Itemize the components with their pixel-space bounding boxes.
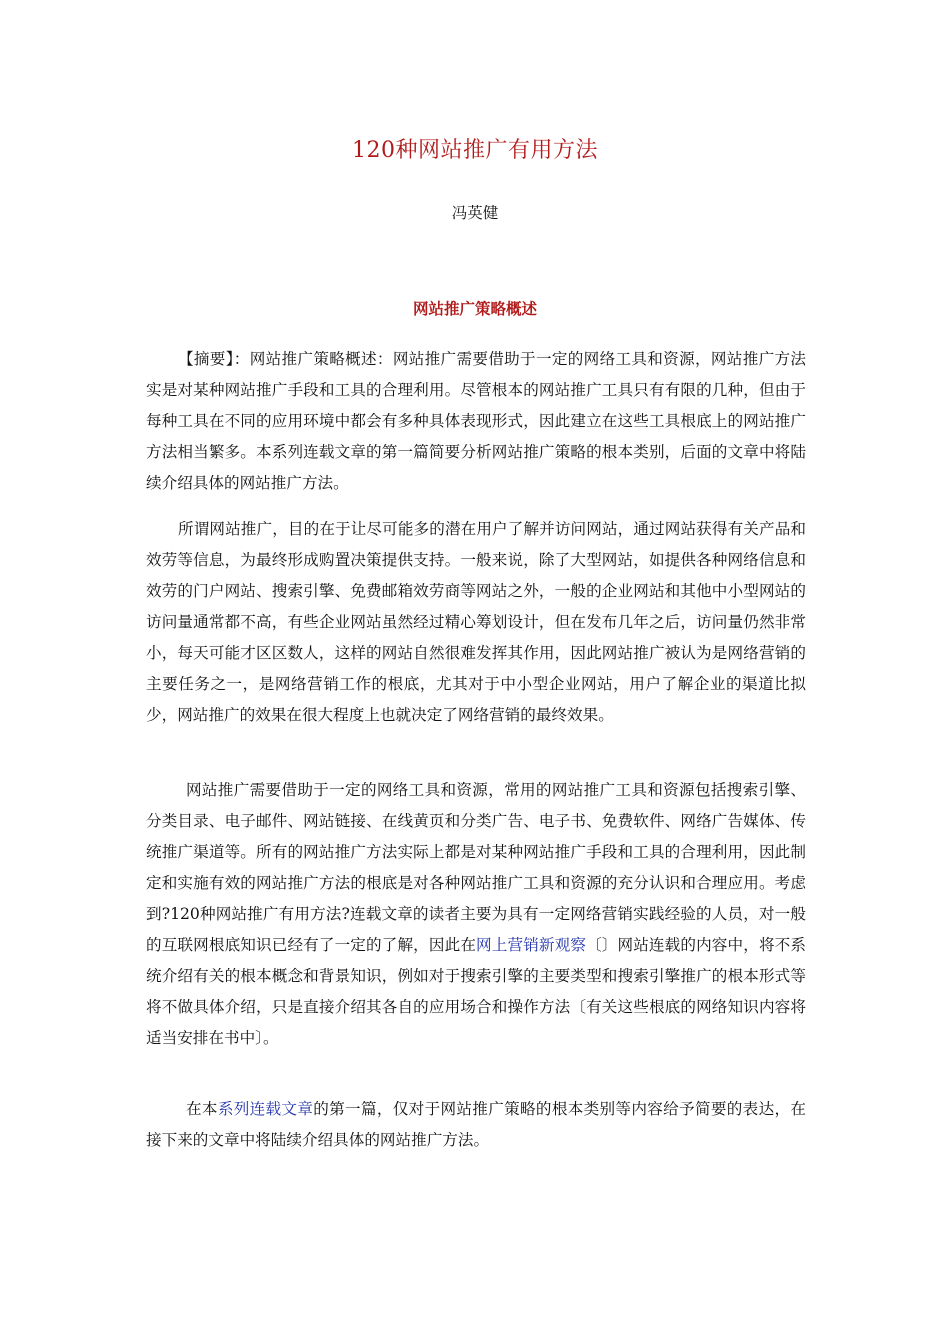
tools-text-after: 〔〕网站连载的内容中，将不系统介绍有关的根本概念和背景知识，例如对于搜索引擎的主要类型和搜索引擎推广的根本形式等将不做具体介绍，只是直接介绍其各自的应用场合和操作方法〔有关这些根底的网络知识内容将适当安排在书中〕。 (146, 936, 806, 1047)
tools-paragraph (146, 775, 806, 1054)
intro-text: 所谓网站推广，目的在于让尽可能多的潜在用户了解并访问网站，通过网站获得有关产品和效劳等信息，为最终形成购置决策提供支持。一般来说，除了大型网站，如提供各种网络信息和效劳的门户网站、搜索引擎、免费邮箱效劳商等网站之外，一般的企业网站和其他中小型网站的访问量通常都不高，有些企业网站虽然经过精心筹划设计，但在发布几年之后，访问量仍然非常小，每天可能才区区数人，这样的网站自然很难发挥其作用，因此网站推广被认为是网络营销的主要任务之一，是网络营销工作的根底，尤其对于中小型企业网站，用户了解企业的渠道比拟少，网站推广的效果在很大程度上也就决定了网络营销的最终效果。 (146, 520, 806, 724)
series-articles-link[interactable]: 系列连载文章 (217, 1100, 314, 1118)
abstract-text: 【摘要】：网站推广策略概述：网站推广需要借助于一定的网络工具和资源，网站推广方法实是对某种网站推广手段和工具的合理利用。尽管根本的网站推广工具只有有限的几种，但由于每种工具在不同的应用环境中都会有多种具体表现形式，因此建立在这些工具根底上的网站推广方法相当繁多。本系列连载文章的第一篇简要分析网站推广策略的根本类别，后面的文章中将陆续介绍具体的网站推广方法。 (146, 350, 806, 492)
abstract-paragraph (146, 344, 806, 499)
series-paragraph (146, 1094, 806, 1156)
tools-text-before: 网站推广需要借助于一定的网络工具和资源，常用的网站推广工具和资源包括搜索引擎、分类目录、电子邮件、网站链接、在线黄页和分类广告、电子书、免费软件、网络广告媒体、传统推广渠道等。所有的网站推广方法实际上都是对某种网站推广手段和工具的合理利用，因此制定和实施有效的网站推广方法的根底是对各种网站推广工具和资源的充分认识和合理应用。考虑到?120种网站推广有用方法?连载文章的读者主要为具有一定网络营销实践经验的人员，对一般的互联网根底知识已经有了一定的了解，因此在 (146, 781, 806, 954)
marketing-observer-link[interactable]: 网上营销新观察 (476, 936, 587, 954)
series-text-before: 在本 (186, 1100, 218, 1118)
author-name: 冯英健 (451, 204, 499, 222)
intro-paragraph (146, 514, 806, 731)
series-text-after: 的第一篇，仅对于网站推广策略的根本类别等内容给予简要的表达，在接下来的文章中将陆续介绍具体的网站推广方法。 (146, 1100, 806, 1149)
section-heading: 网站推广策略概述 (412, 299, 537, 318)
document-title: 120种网站推广有用方法 (352, 138, 598, 163)
